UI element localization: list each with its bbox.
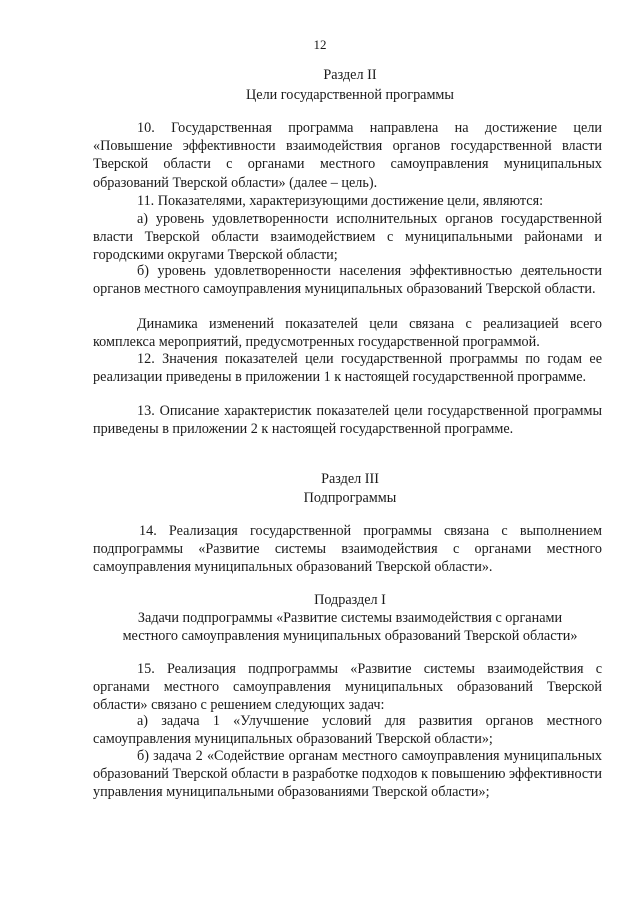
- subsection-1-heading: Подраздел I: [314, 592, 386, 608]
- paragraph-dynamics: Динамика изменений показателей цели связана с реализацией всего комплекса мероприятий, предусмотренных государственной программой.: [93, 316, 602, 351]
- page-number: 12: [313, 37, 327, 52]
- paragraph-11a: а) уровень удовлетворенности исполнительных органов государственной власти Тверской области взаимодействием с муниципальными районами и городскими округами Тверской области;: [93, 211, 602, 264]
- subsection-1-title-line-1: Задачи подпрограммы «Развитие системы взаимодействия с органами: [137, 610, 563, 626]
- section-2-heading: Раздел II: [323, 67, 377, 83]
- paragraph-14: 14. Реализация государственной программы связана с выполнением подпрограммы «Развитие системы взаимодействия с органами местного самоуправления муниципальных образований Тверской области».: [93, 523, 602, 576]
- paragraph-13: 13. Описание характеристик показателей цели государственной программы приведены в приложении 2 к настоящей государственной программе.: [93, 403, 602, 438]
- paragraph-15b: б) задача 2 «Содействие органам местного самоуправления муниципальных образований Тверской области в разработке подходов к повышению эффективности управления муниципальными образованиями Тверской области»;: [93, 748, 602, 801]
- subsection-1-title-line-2: местного самоуправления муниципальных образований Тверской области»: [122, 628, 578, 644]
- paragraph-11: 11. Показателями, характеризующими достижение цели, являются:: [137, 193, 544, 209]
- section-3-heading: Раздел III: [321, 471, 379, 487]
- paragraph-15: 15. Реализация подпрограммы «Развитие системы взаимодействия с органами местного самоуправления муниципальных образований Тверской области» связано с решением следующих задач:: [93, 661, 602, 714]
- paragraph-11b: б) уровень удовлетворенности населения эффективностью деятельности органов местного самоуправления муниципальных образований Тверской области.: [93, 263, 602, 298]
- paragraph-15a: а) задача 1 «Улучшение условий для развития органов местного самоуправления муниципальных образований Тверской области»;: [93, 713, 602, 748]
- section-2-title: Цели государственной программы: [246, 87, 454, 103]
- section-3-title: Подпрограммы: [303, 490, 397, 506]
- paragraph-10: 10. Государственная программа направлена на достижение цели «Повышение эффективности взаимодействия органов государственной власти Тверской области с органами местного самоуправления муниципальных образований Тверской области» (далее – цель).: [93, 120, 602, 191]
- paragraph-12: 12. Значения показателей цели государственной программы по годам ее реализации приведены в приложении 1 к настоящей государственной программе.: [93, 351, 602, 386]
